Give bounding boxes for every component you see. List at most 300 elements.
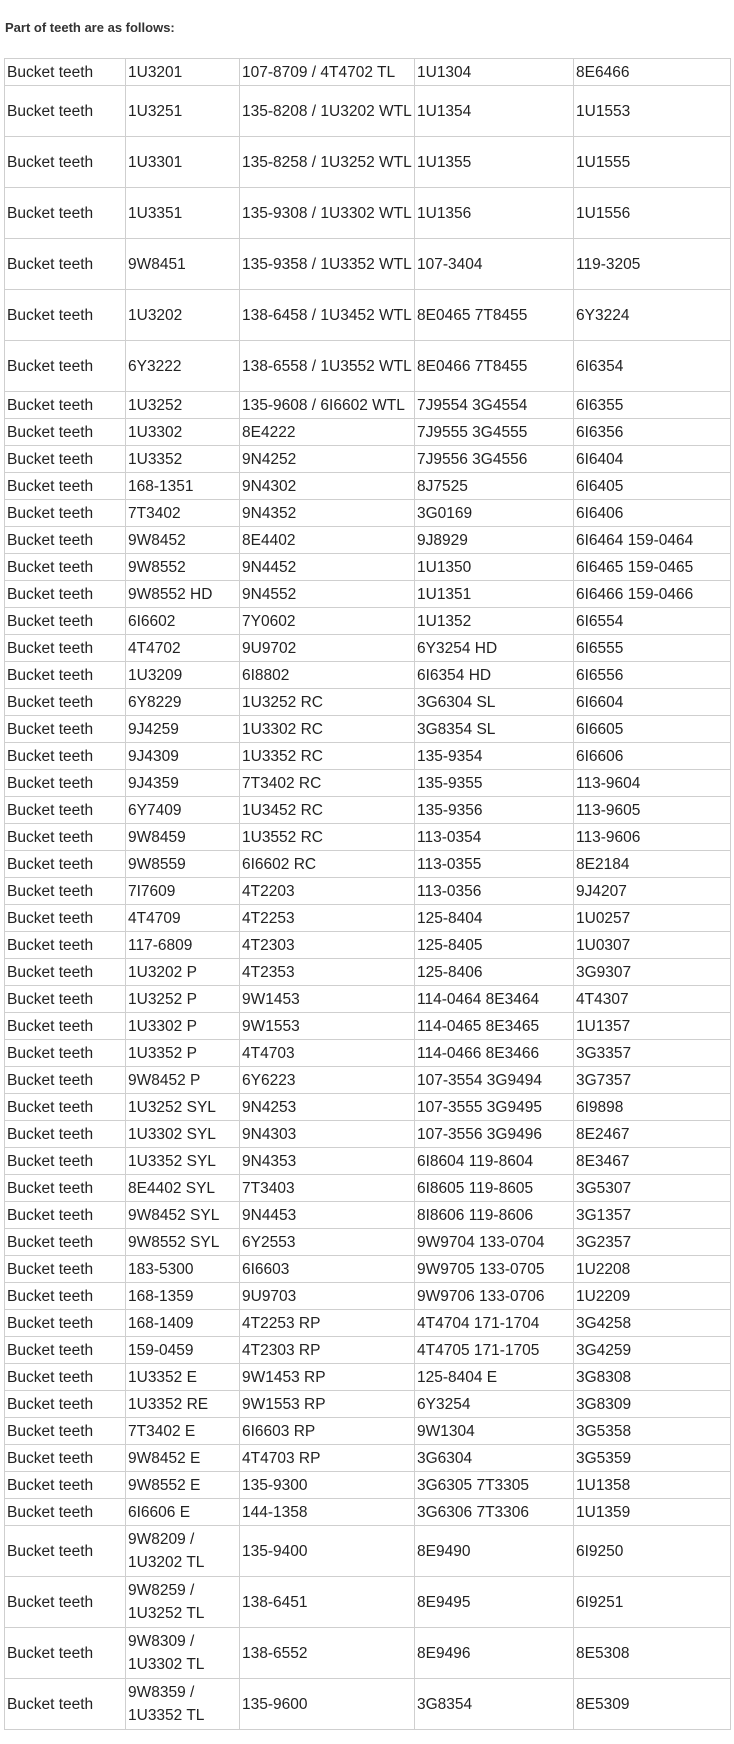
- table-row: [5, 797, 731, 824]
- part-number-cell-3: 135-9355: [415, 770, 574, 797]
- table-row: [5, 905, 731, 932]
- part-number-cell-2: 6I8802: [240, 662, 415, 689]
- part-number-cell-2: 138-6552: [240, 1628, 415, 1679]
- part-number-cell-3: 113-0354: [415, 824, 574, 851]
- part-number-cell-4: 6I6554: [574, 608, 731, 635]
- part-number-cell-3: 1U1351: [415, 581, 574, 608]
- part-number-cell-2: 1U3452 RC: [240, 797, 415, 824]
- part-type-cell: Bucket teeth: [5, 1391, 126, 1418]
- table-row: [5, 1013, 731, 1040]
- part-number-cell-2: 6I6602 RC: [240, 851, 415, 878]
- part-number-cell-2: 8E4222: [240, 419, 415, 446]
- table-row: [5, 1094, 731, 1121]
- part-number-cell-3: 6I8605 119-8605: [415, 1175, 574, 1202]
- part-number-cell-4: 8E2184: [574, 851, 731, 878]
- part-number-cell-2: 6Y6223: [240, 1067, 415, 1094]
- part-number-cell-1: 9W8209 / 1U3202 TL: [126, 1526, 240, 1577]
- part-type-cell: Bucket teeth: [5, 770, 126, 797]
- part-number-cell-2: 9N4303: [240, 1121, 415, 1148]
- table-row: [5, 716, 731, 743]
- part-number-cell-3: 6Y3254: [415, 1391, 574, 1418]
- part-number-cell-2: 9W1453 RP: [240, 1364, 415, 1391]
- part-number-cell-1: 7T3402: [126, 500, 240, 527]
- part-type-cell: Bucket teeth: [5, 1472, 126, 1499]
- part-number-cell-3: 113-0356: [415, 878, 574, 905]
- part-number-cell-1: 9W8452 P: [126, 1067, 240, 1094]
- table-row: [5, 770, 731, 797]
- table-row: [5, 1040, 731, 1067]
- part-number-cell-4: 8E5309: [574, 1679, 731, 1730]
- part-number-cell-4: 9J4207: [574, 878, 731, 905]
- part-number-cell-3: 125-8404: [415, 905, 574, 932]
- part-number-cell-2: 4T2353: [240, 959, 415, 986]
- table-row: [5, 59, 731, 86]
- part-number-cell-4: 3G4259: [574, 1337, 731, 1364]
- part-number-cell-1: 1U3209: [126, 662, 240, 689]
- table-row: [5, 1445, 731, 1472]
- part-number-cell-3: 9W9706 133-0706: [415, 1283, 574, 1310]
- part-type-cell: Bucket teeth: [5, 905, 126, 932]
- part-number-cell-3: 4T4704 171-1704: [415, 1310, 574, 1337]
- part-number-cell-3: 114-0464 8E3464: [415, 986, 574, 1013]
- part-number-cell-3: 125-8406: [415, 959, 574, 986]
- part-number-cell-3: 6Y3254 HD: [415, 635, 574, 662]
- part-number-cell-2: 9W1453: [240, 986, 415, 1013]
- part-type-cell: Bucket teeth: [5, 392, 126, 419]
- part-number-cell-4: 6I6405: [574, 473, 731, 500]
- part-number-cell-3: 9W9704 133-0704: [415, 1229, 574, 1256]
- part-number-cell-2: 4T4703 RP: [240, 1445, 415, 1472]
- part-number-cell-1: 1U3252 SYL: [126, 1094, 240, 1121]
- table-row: [5, 824, 731, 851]
- part-number-cell-3: 8E0466 7T8455: [415, 341, 574, 392]
- table-row: [5, 500, 731, 527]
- part-number-cell-4: 6I9898: [574, 1094, 731, 1121]
- table-row: [5, 1283, 731, 1310]
- part-number-cell-2: 138-6558 / 1U3552 WTL: [240, 341, 415, 392]
- part-type-cell: Bucket teeth: [5, 1067, 126, 1094]
- part-number-cell-3: 8I8606 119-8606: [415, 1202, 574, 1229]
- table-row: [5, 1256, 731, 1283]
- part-number-cell-1: 9W8452: [126, 527, 240, 554]
- part-number-cell-2: 1U3302 RC: [240, 716, 415, 743]
- part-number-cell-3: 3G8354: [415, 1679, 574, 1730]
- part-number-cell-2: 9W1553 RP: [240, 1391, 415, 1418]
- part-number-cell-3: 6I8604 119-8604: [415, 1148, 574, 1175]
- table-row: [5, 554, 731, 581]
- part-number-cell-2: 135-9308 / 1U3302 WTL: [240, 188, 415, 239]
- part-number-cell-4: 6I6555: [574, 635, 731, 662]
- table-row: [5, 1628, 731, 1679]
- part-number-cell-4: 1U2209: [574, 1283, 731, 1310]
- part-number-cell-3: 3G6306 7T3306: [415, 1499, 574, 1526]
- table-row: [5, 1391, 731, 1418]
- part-number-cell-4: 1U1556: [574, 188, 731, 239]
- part-number-cell-1: 9W8552 HD: [126, 581, 240, 608]
- part-number-cell-2: 4T4703: [240, 1040, 415, 1067]
- part-number-cell-1: 1U3302 SYL: [126, 1121, 240, 1148]
- part-number-cell-1: 168-1409: [126, 1310, 240, 1337]
- part-number-cell-4: 119-3205: [574, 239, 731, 290]
- part-type-cell: Bucket teeth: [5, 419, 126, 446]
- part-number-cell-1: 1U3201: [126, 59, 240, 86]
- part-number-cell-3: 107-3555 3G9495: [415, 1094, 574, 1121]
- table-row: [5, 1310, 731, 1337]
- part-number-cell-3: 9W9705 133-0705: [415, 1256, 574, 1283]
- part-number-cell-4: 8E5308: [574, 1628, 731, 1679]
- part-number-cell-4: 1U1358: [574, 1472, 731, 1499]
- part-number-cell-1: 9W8552: [126, 554, 240, 581]
- table-row: [5, 1337, 731, 1364]
- part-number-cell-1: 1U3251: [126, 86, 240, 137]
- part-type-cell: Bucket teeth: [5, 188, 126, 239]
- part-number-cell-1: 4T4702: [126, 635, 240, 662]
- table-row: [5, 1418, 731, 1445]
- part-number-cell-4: 6I6464 159-0464: [574, 527, 731, 554]
- part-number-cell-4: 6I6606: [574, 743, 731, 770]
- part-number-cell-1: 1U3352 P: [126, 1040, 240, 1067]
- table-row: [5, 1148, 731, 1175]
- part-type-cell: Bucket teeth: [5, 1283, 126, 1310]
- table-row: [5, 608, 731, 635]
- part-number-cell-1: 6Y7409: [126, 797, 240, 824]
- part-number-cell-2: 9N4252: [240, 446, 415, 473]
- part-number-cell-1: 1U3351: [126, 188, 240, 239]
- part-type-cell: Bucket teeth: [5, 86, 126, 137]
- part-type-cell: Bucket teeth: [5, 824, 126, 851]
- part-number-cell-2: 4T2253 RP: [240, 1310, 415, 1337]
- part-number-cell-3: 1U1356: [415, 188, 574, 239]
- part-number-cell-2: 135-9608 / 6I6602 WTL: [240, 392, 415, 419]
- part-type-cell: Bucket teeth: [5, 1148, 126, 1175]
- part-number-cell-3: 3G6304 SL: [415, 689, 574, 716]
- part-number-cell-2: 9U9702: [240, 635, 415, 662]
- part-number-cell-1: 1U3252: [126, 392, 240, 419]
- part-number-cell-2: 9N4253: [240, 1094, 415, 1121]
- part-number-cell-3: 114-0466 8E3466: [415, 1040, 574, 1067]
- part-number-cell-4: 3G8308: [574, 1364, 731, 1391]
- part-number-cell-2: 135-9400: [240, 1526, 415, 1577]
- part-number-cell-1: 168-1351: [126, 473, 240, 500]
- table-row: [5, 581, 731, 608]
- part-number-cell-1: 9W8359 / 1U3352 TL: [126, 1679, 240, 1730]
- part-type-cell: Bucket teeth: [5, 1229, 126, 1256]
- part-number-cell-2: 7Y0602: [240, 608, 415, 635]
- part-type-cell: Bucket teeth: [5, 1202, 126, 1229]
- part-number-cell-1: 1U3252 P: [126, 986, 240, 1013]
- part-number-cell-3: 8E0465 7T8455: [415, 290, 574, 341]
- part-number-cell-3: 1U1352: [415, 608, 574, 635]
- part-number-cell-3: 135-9356: [415, 797, 574, 824]
- part-number-cell-1: 1U3202 P: [126, 959, 240, 986]
- table-row: [5, 1472, 731, 1499]
- part-number-cell-3: 113-0355: [415, 851, 574, 878]
- part-number-cell-3: 135-9354: [415, 743, 574, 770]
- part-type-cell: Bucket teeth: [5, 635, 126, 662]
- part-number-cell-1: 6I6606 E: [126, 1499, 240, 1526]
- part-type-cell: Bucket teeth: [5, 1013, 126, 1040]
- part-number-cell-3: 8E9490: [415, 1526, 574, 1577]
- table-row: [5, 137, 731, 188]
- part-number-cell-4: 8E6466: [574, 59, 731, 86]
- part-number-cell-2: 9N4302: [240, 473, 415, 500]
- part-number-cell-3: 3G0169: [415, 500, 574, 527]
- part-type-cell: Bucket teeth: [5, 1310, 126, 1337]
- part-number-cell-4: 3G5307: [574, 1175, 731, 1202]
- table-row: [5, 851, 731, 878]
- table-row: [5, 527, 731, 554]
- part-number-cell-4: 8E3467: [574, 1148, 731, 1175]
- table-row: [5, 290, 731, 341]
- part-type-cell: Bucket teeth: [5, 473, 126, 500]
- table-row: [5, 341, 731, 392]
- part-type-cell: Bucket teeth: [5, 1040, 126, 1067]
- part-number-cell-4: 6I6556: [574, 662, 731, 689]
- part-number-cell-1: 9W8459: [126, 824, 240, 851]
- part-number-cell-3: 3G8354 SL: [415, 716, 574, 743]
- part-type-cell: Bucket teeth: [5, 1679, 126, 1730]
- part-number-cell-1: 9W8552 E: [126, 1472, 240, 1499]
- part-number-cell-1: 9W8451: [126, 239, 240, 290]
- part-type-cell: Bucket teeth: [5, 1526, 126, 1577]
- part-type-cell: Bucket teeth: [5, 986, 126, 1013]
- part-number-cell-4: 4T4307: [574, 986, 731, 1013]
- part-number-cell-4: 3G1357: [574, 1202, 731, 1229]
- part-number-cell-4: 3G8309: [574, 1391, 731, 1418]
- part-type-cell: Bucket teeth: [5, 527, 126, 554]
- part-number-cell-1: 9W8452 SYL: [126, 1202, 240, 1229]
- part-number-cell-1: 9W8559: [126, 851, 240, 878]
- part-type-cell: Bucket teeth: [5, 797, 126, 824]
- table-row: [5, 959, 731, 986]
- part-number-cell-2: 144-1358: [240, 1499, 415, 1526]
- part-number-cell-4: 3G5359: [574, 1445, 731, 1472]
- part-number-cell-1: 9W8552 SYL: [126, 1229, 240, 1256]
- part-number-cell-2: 9W1553: [240, 1013, 415, 1040]
- part-number-cell-4: 6I6354: [574, 341, 731, 392]
- part-type-cell: Bucket teeth: [5, 851, 126, 878]
- part-number-cell-2: 107-8709 / 4T4702 TL: [240, 59, 415, 86]
- part-number-cell-4: 6I6465 159-0465: [574, 554, 731, 581]
- part-number-cell-3: 7J9556 3G4556: [415, 446, 574, 473]
- table-row: [5, 662, 731, 689]
- part-number-cell-2: 7T3402 RC: [240, 770, 415, 797]
- part-number-cell-3: 6I6354 HD: [415, 662, 574, 689]
- part-number-cell-3: 7J9555 3G4555: [415, 419, 574, 446]
- part-number-cell-4: 6I6466 159-0466: [574, 581, 731, 608]
- part-number-cell-1: 8E4402 SYL: [126, 1175, 240, 1202]
- part-number-cell-2: 1U3252 RC: [240, 689, 415, 716]
- part-number-cell-4: 6Y3224: [574, 290, 731, 341]
- table-row: [5, 1526, 731, 1577]
- part-number-cell-4: 1U0307: [574, 932, 731, 959]
- table-row: [5, 932, 731, 959]
- part-number-cell-3: 107-3554 3G9494: [415, 1067, 574, 1094]
- part-number-cell-4: 1U1553: [574, 86, 731, 137]
- table-row: [5, 446, 731, 473]
- part-type-cell: Bucket teeth: [5, 959, 126, 986]
- part-number-cell-1: 9W8259 / 1U3252 TL: [126, 1577, 240, 1628]
- part-type-cell: Bucket teeth: [5, 1121, 126, 1148]
- part-type-cell: Bucket teeth: [5, 689, 126, 716]
- table-row: [5, 1679, 731, 1730]
- part-type-cell: Bucket teeth: [5, 1337, 126, 1364]
- part-type-cell: Bucket teeth: [5, 554, 126, 581]
- part-number-cell-2: 8E4402: [240, 527, 415, 554]
- part-number-cell-2: 135-9600: [240, 1679, 415, 1730]
- part-number-cell-2: 9N4452: [240, 554, 415, 581]
- part-number-cell-2: 4T2303 RP: [240, 1337, 415, 1364]
- part-type-cell: Bucket teeth: [5, 662, 126, 689]
- part-number-cell-1: 117-6809: [126, 932, 240, 959]
- part-number-cell-4: 1U1555: [574, 137, 731, 188]
- part-number-cell-1: 9J4359: [126, 770, 240, 797]
- table-row: [5, 743, 731, 770]
- part-type-cell: Bucket teeth: [5, 59, 126, 86]
- part-number-cell-4: 3G4258: [574, 1310, 731, 1337]
- part-type-cell: Bucket teeth: [5, 716, 126, 743]
- part-number-cell-1: 6I6602: [126, 608, 240, 635]
- part-number-cell-3: 7J9554 3G4554: [415, 392, 574, 419]
- part-type-cell: Bucket teeth: [5, 878, 126, 905]
- table-row: [5, 239, 731, 290]
- part-number-cell-3: 8E9496: [415, 1628, 574, 1679]
- part-type-cell: Bucket teeth: [5, 1256, 126, 1283]
- part-type-cell: Bucket teeth: [5, 1364, 126, 1391]
- part-type-cell: Bucket teeth: [5, 290, 126, 341]
- part-number-cell-2: 4T2303: [240, 932, 415, 959]
- part-number-cell-1: 168-1359: [126, 1283, 240, 1310]
- table-row: [5, 392, 731, 419]
- part-number-cell-1: 9W8309 / 1U3302 TL: [126, 1628, 240, 1679]
- table-row: [5, 419, 731, 446]
- part-number-cell-4: 1U2208: [574, 1256, 731, 1283]
- part-number-cell-4: 6I9251: [574, 1577, 731, 1628]
- part-number-cell-4: 1U1357: [574, 1013, 731, 1040]
- part-number-cell-2: 9N4453: [240, 1202, 415, 1229]
- table-row: [5, 1229, 731, 1256]
- part-number-cell-2: 7T3403: [240, 1175, 415, 1202]
- part-type-cell: Bucket teeth: [5, 932, 126, 959]
- part-type-cell: Bucket teeth: [5, 341, 126, 392]
- part-number-cell-3: 1U1304: [415, 59, 574, 86]
- part-type-cell: Bucket teeth: [5, 1175, 126, 1202]
- table-row: [5, 1202, 731, 1229]
- part-type-cell: Bucket teeth: [5, 1094, 126, 1121]
- part-number-cell-1: 9W8452 E: [126, 1445, 240, 1472]
- table-row: [5, 1067, 731, 1094]
- part-number-cell-1: 1U3352 SYL: [126, 1148, 240, 1175]
- part-number-cell-2: 9U9703: [240, 1283, 415, 1310]
- table-row: [5, 635, 731, 662]
- part-number-cell-1: 1U3301: [126, 137, 240, 188]
- part-number-cell-4: 1U0257: [574, 905, 731, 932]
- part-number-cell-2: 138-6451: [240, 1577, 415, 1628]
- part-number-cell-1: 7I7609: [126, 878, 240, 905]
- part-number-cell-1: 1U3352: [126, 446, 240, 473]
- part-number-cell-4: 6I6604: [574, 689, 731, 716]
- part-number-cell-2: 135-8258 / 1U3252 WTL: [240, 137, 415, 188]
- part-type-cell: Bucket teeth: [5, 608, 126, 635]
- part-number-cell-4: 3G3357: [574, 1040, 731, 1067]
- part-number-cell-4: 3G2357: [574, 1229, 731, 1256]
- table-row: [5, 986, 731, 1013]
- part-number-cell-1: 4T4709: [126, 905, 240, 932]
- table-row: [5, 1577, 731, 1628]
- part-number-cell-4: 6I6355: [574, 392, 731, 419]
- part-number-cell-3: 3G6305 7T3305: [415, 1472, 574, 1499]
- part-number-cell-4: 1U1359: [574, 1499, 731, 1526]
- part-number-cell-4: 6I6356: [574, 419, 731, 446]
- part-number-cell-4: 3G5358: [574, 1418, 731, 1445]
- part-number-cell-2: 4T2203: [240, 878, 415, 905]
- table-row: [5, 473, 731, 500]
- part-number-cell-3: 107-3404: [415, 239, 574, 290]
- part-number-cell-3: 107-3556 3G9496: [415, 1121, 574, 1148]
- part-number-cell-1: 9J4309: [126, 743, 240, 770]
- part-number-cell-2: 1U3352 RC: [240, 743, 415, 770]
- part-number-cell-4: 8E2467: [574, 1121, 731, 1148]
- part-number-cell-2: 135-8208 / 1U3202 WTL: [240, 86, 415, 137]
- part-number-cell-1: 1U3302: [126, 419, 240, 446]
- part-number-cell-1: 9J4259: [126, 716, 240, 743]
- part-number-cell-1: 183-5300: [126, 1256, 240, 1283]
- part-type-cell: Bucket teeth: [5, 446, 126, 473]
- part-number-cell-3: 8J7525: [415, 473, 574, 500]
- part-number-cell-2: 6I6603 RP: [240, 1418, 415, 1445]
- part-type-cell: Bucket teeth: [5, 500, 126, 527]
- part-number-cell-1: 1U3202: [126, 290, 240, 341]
- part-number-cell-3: 125-8405: [415, 932, 574, 959]
- part-number-cell-4: 6I6404: [574, 446, 731, 473]
- part-number-cell-1: 6Y3222: [126, 341, 240, 392]
- part-number-cell-3: 1U1350: [415, 554, 574, 581]
- part-number-cell-3: 125-8404 E: [415, 1364, 574, 1391]
- part-number-cell-2: 135-9300: [240, 1472, 415, 1499]
- part-number-cell-3: 9J8929: [415, 527, 574, 554]
- part-number-cell-1: 1U3302 P: [126, 1013, 240, 1040]
- part-number-cell-2: 9N4352: [240, 500, 415, 527]
- part-number-cell-4: 113-9606: [574, 824, 731, 851]
- part-number-cell-3: 4T4705 171-1705: [415, 1337, 574, 1364]
- part-number-cell-4: 6I9250: [574, 1526, 731, 1577]
- table-row: [5, 1121, 731, 1148]
- part-number-cell-4: 113-9605: [574, 797, 731, 824]
- parts-table-body: [5, 59, 731, 1730]
- page-heading: Part of teeth are as follows:: [5, 20, 175, 35]
- table-row: [5, 1175, 731, 1202]
- part-number-cell-2: 6Y2553: [240, 1229, 415, 1256]
- part-number-cell-4: 6I6605: [574, 716, 731, 743]
- parts-table: [4, 58, 731, 1730]
- part-number-cell-2: 138-6458 / 1U3452 WTL: [240, 290, 415, 341]
- table-row: [5, 1499, 731, 1526]
- part-number-cell-2: 6I6603: [240, 1256, 415, 1283]
- part-number-cell-3: 3G6304: [415, 1445, 574, 1472]
- table-row: [5, 86, 731, 137]
- part-number-cell-3: 9W1304: [415, 1418, 574, 1445]
- table-row: [5, 689, 731, 716]
- part-type-cell: Bucket teeth: [5, 1445, 126, 1472]
- part-number-cell-3: 1U1354: [415, 86, 574, 137]
- part-number-cell-2: 1U3552 RC: [240, 824, 415, 851]
- part-type-cell: Bucket teeth: [5, 1499, 126, 1526]
- part-number-cell-1: 7T3402 E: [126, 1418, 240, 1445]
- part-number-cell-1: 6Y8229: [126, 689, 240, 716]
- table-row: [5, 878, 731, 905]
- part-number-cell-2: 9N4552: [240, 581, 415, 608]
- part-number-cell-1: 159-0459: [126, 1337, 240, 1364]
